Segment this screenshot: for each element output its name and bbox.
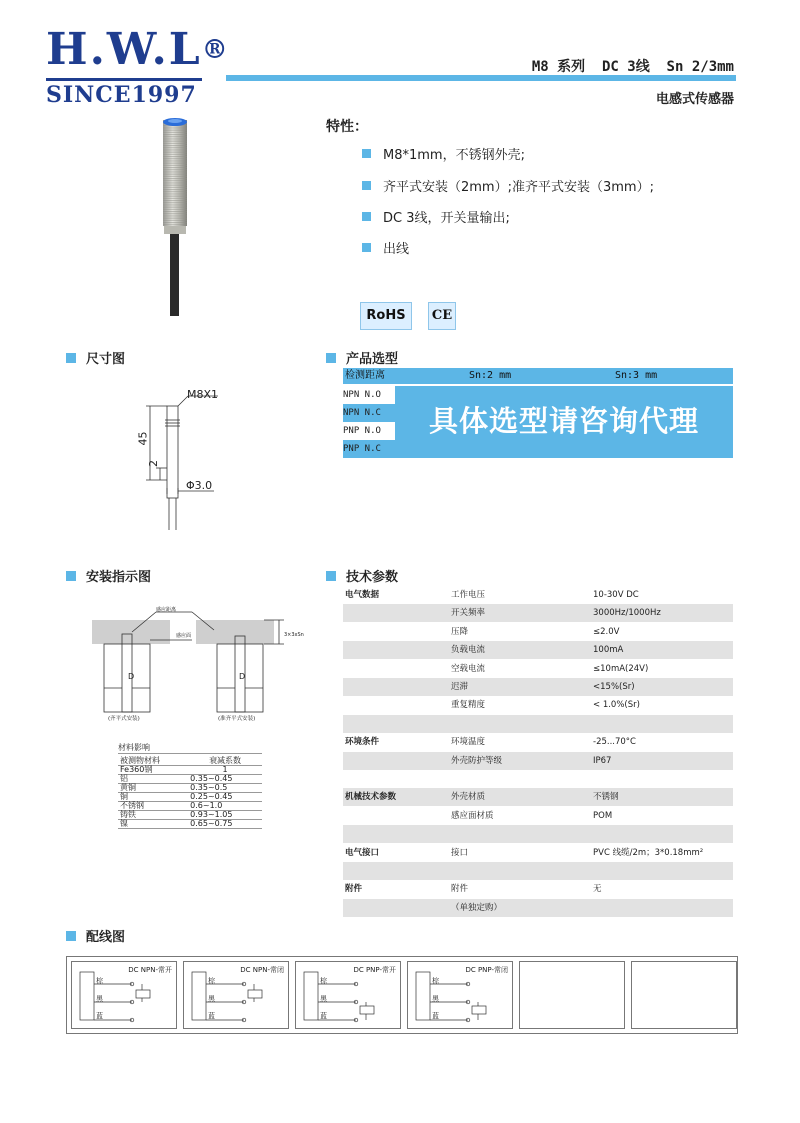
spec-name: 外壳防护等级 bbox=[451, 755, 503, 766]
sensor-type: 电感式传感器 bbox=[655, 92, 734, 107]
install-caption-right: (准齐平式安装) bbox=[218, 716, 256, 722]
wiring-diagram-npn-no: DC NPN-常开 棕 黑 蓝 bbox=[71, 961, 177, 1029]
spec-name: 接口 bbox=[451, 847, 469, 858]
table-row bbox=[343, 623, 733, 641]
wiring-panel bbox=[66, 956, 738, 1034]
feature-item: DC 3线，开关量输出; bbox=[362, 207, 510, 226]
bullet-icon bbox=[362, 212, 371, 221]
brand-since: SINCE1997 bbox=[46, 82, 197, 108]
bullet-icon bbox=[362, 149, 371, 158]
dim-diameter-label: Φ3.0 bbox=[186, 479, 213, 492]
spec-value: 10-30V DC bbox=[593, 590, 639, 600]
table-row: 铸铁 0.93~1.05 bbox=[118, 811, 262, 820]
dimension-drawing bbox=[130, 380, 250, 530]
table-row bbox=[343, 807, 733, 825]
rohs-badge: RoHS bbox=[360, 302, 412, 330]
spec-value: ≤2.0V bbox=[593, 626, 620, 637]
spec-name: （单独定购） bbox=[451, 902, 503, 913]
spec-value: 无 bbox=[593, 884, 602, 895]
table-row bbox=[343, 899, 733, 917]
install-label-right: 3×3xSn bbox=[284, 632, 304, 638]
table-row: Fe360钢 1 bbox=[118, 766, 262, 775]
feature-item: 齐平式安装（2mm）;准齐平式安装（3mm）; bbox=[362, 176, 654, 195]
spec-value: <15%(Sr) bbox=[593, 682, 635, 692]
wiring-diagram-npn-nc: DC NPN-常闭 棕 黑 蓝 bbox=[183, 961, 289, 1029]
table-row: 黄铜 0.35~0.5 bbox=[118, 784, 262, 793]
series-title: M8 系列 DC 3线 Sn 2/3mm bbox=[531, 59, 734, 75]
spec-name: 迟滞 bbox=[451, 682, 469, 692]
install-d-left: D bbox=[128, 672, 135, 681]
spec-name: 负载电流 bbox=[451, 645, 486, 656]
table-row: 镍 0.65~0.75 bbox=[118, 820, 262, 829]
features-title: 特性： bbox=[326, 119, 368, 135]
spec-name: 感应面材质 bbox=[451, 810, 494, 821]
selection-banner: 具体选型请咨询代理 bbox=[395, 386, 733, 458]
spec-value: 不锈钢 bbox=[593, 792, 619, 803]
section-tech: 技术参数 bbox=[326, 566, 398, 585]
dim-thread-label: M8X1 bbox=[187, 388, 219, 401]
table-row bbox=[343, 770, 733, 788]
table-row bbox=[343, 752, 733, 770]
spec-category: 附件 bbox=[345, 884, 363, 895]
bullet-icon bbox=[362, 181, 371, 190]
section-install: 安装指示图 bbox=[66, 566, 151, 585]
spec-value: PVC 线缆/2m；3*0.18mm² bbox=[593, 847, 704, 858]
section-marker-icon bbox=[66, 571, 76, 581]
table-row: 被测物材料 衰减系数 bbox=[118, 757, 262, 766]
wiring-diagram-empty bbox=[631, 961, 737, 1029]
selection-row: NPN N.C bbox=[343, 404, 395, 422]
table-row bbox=[343, 715, 733, 733]
section-wiring: 配线图 bbox=[66, 926, 125, 945]
spec-value: ≤10mA(24V) bbox=[593, 663, 649, 674]
table-row bbox=[343, 696, 733, 714]
table-row bbox=[343, 880, 733, 898]
table-row bbox=[343, 844, 733, 862]
selection-row: PNP N.C bbox=[343, 440, 395, 458]
wiring-diagram-empty bbox=[519, 961, 625, 1029]
spec-value: POM bbox=[593, 810, 613, 821]
spec-name: 重复精度 bbox=[451, 700, 486, 711]
bullet-icon bbox=[362, 243, 371, 252]
section-marker-icon bbox=[326, 571, 336, 581]
table-row bbox=[343, 788, 733, 806]
section-selection: 产品选型 bbox=[326, 348, 398, 367]
table-row bbox=[343, 733, 733, 751]
spec-name: 压降 bbox=[451, 626, 469, 637]
spec-name: 外壳材质 bbox=[451, 792, 486, 803]
table-row bbox=[343, 641, 733, 659]
materials-table bbox=[118, 757, 262, 829]
ce-badge: CE bbox=[428, 302, 456, 330]
install-caption-left: (齐平式安装) bbox=[108, 716, 140, 722]
table-row bbox=[343, 678, 733, 696]
table-row: 不锈钢 0.6~1.0 bbox=[118, 802, 262, 811]
spec-category: 电气接口 bbox=[345, 847, 380, 858]
section-marker-icon bbox=[66, 931, 76, 941]
spec-name: 工作电压 bbox=[451, 590, 486, 600]
dim-length-label: 45 bbox=[136, 431, 150, 446]
spec-category: 电气数据 bbox=[345, 590, 380, 600]
selection-header: 检测距离 Sn:2 mm Sn:3 mm bbox=[343, 368, 733, 384]
section-dimension: 尺寸图 bbox=[66, 348, 125, 367]
spec-value: < 1.0%(Sr) bbox=[593, 700, 640, 711]
spec-value: 3000Hz/1000Hz bbox=[593, 608, 661, 619]
spec-category: 环境条件 bbox=[345, 737, 380, 748]
install-label-top: 感应距离 bbox=[156, 607, 177, 613]
section-marker-icon bbox=[66, 353, 76, 363]
table-row bbox=[343, 660, 733, 678]
product-image bbox=[150, 112, 200, 318]
dim-offset-label: 2 bbox=[147, 460, 160, 467]
install-drawing bbox=[84, 604, 294, 722]
spec-value: -25...70°C bbox=[593, 737, 636, 748]
install-label-mid: 感应面 bbox=[176, 633, 192, 639]
spec-name: 环境温度 bbox=[451, 737, 486, 748]
table-row: 铝 0.35~0.45 bbox=[118, 775, 262, 784]
spec-category: 机械技术参数 bbox=[345, 792, 397, 803]
feature-item: 出线 bbox=[362, 238, 409, 257]
brand-logo: H.W.L® bbox=[46, 24, 230, 75]
wiring-diagram-pnp-no: DC PNP-常开 棕 黑 蓝 bbox=[295, 961, 401, 1029]
selection-row: PNP N.O bbox=[343, 426, 381, 436]
spec-value: IP67 bbox=[593, 755, 612, 766]
spec-name: 开关频率 bbox=[451, 608, 486, 619]
table-row: 铜 0.25~0.45 bbox=[118, 793, 262, 802]
materials-title: 材料影响 bbox=[118, 742, 262, 754]
selection-row: NPN N.O bbox=[343, 390, 381, 400]
table-row bbox=[343, 586, 733, 604]
table-row bbox=[343, 862, 733, 880]
wiring-diagram-pnp-nc: DC PNP-常闭 棕 黑 蓝 bbox=[407, 961, 513, 1029]
header-bar bbox=[226, 75, 736, 81]
logo-rule bbox=[46, 78, 202, 81]
spec-name: 空载电流 bbox=[451, 663, 486, 674]
table-row bbox=[343, 604, 733, 622]
feature-item: M8*1mm，不锈钢外壳; bbox=[362, 144, 525, 163]
spec-value: 100mA bbox=[593, 645, 624, 656]
section-marker-icon bbox=[326, 353, 336, 363]
spec-name: 附件 bbox=[451, 884, 469, 895]
install-d-right: D bbox=[239, 672, 246, 681]
table-row bbox=[343, 825, 733, 843]
